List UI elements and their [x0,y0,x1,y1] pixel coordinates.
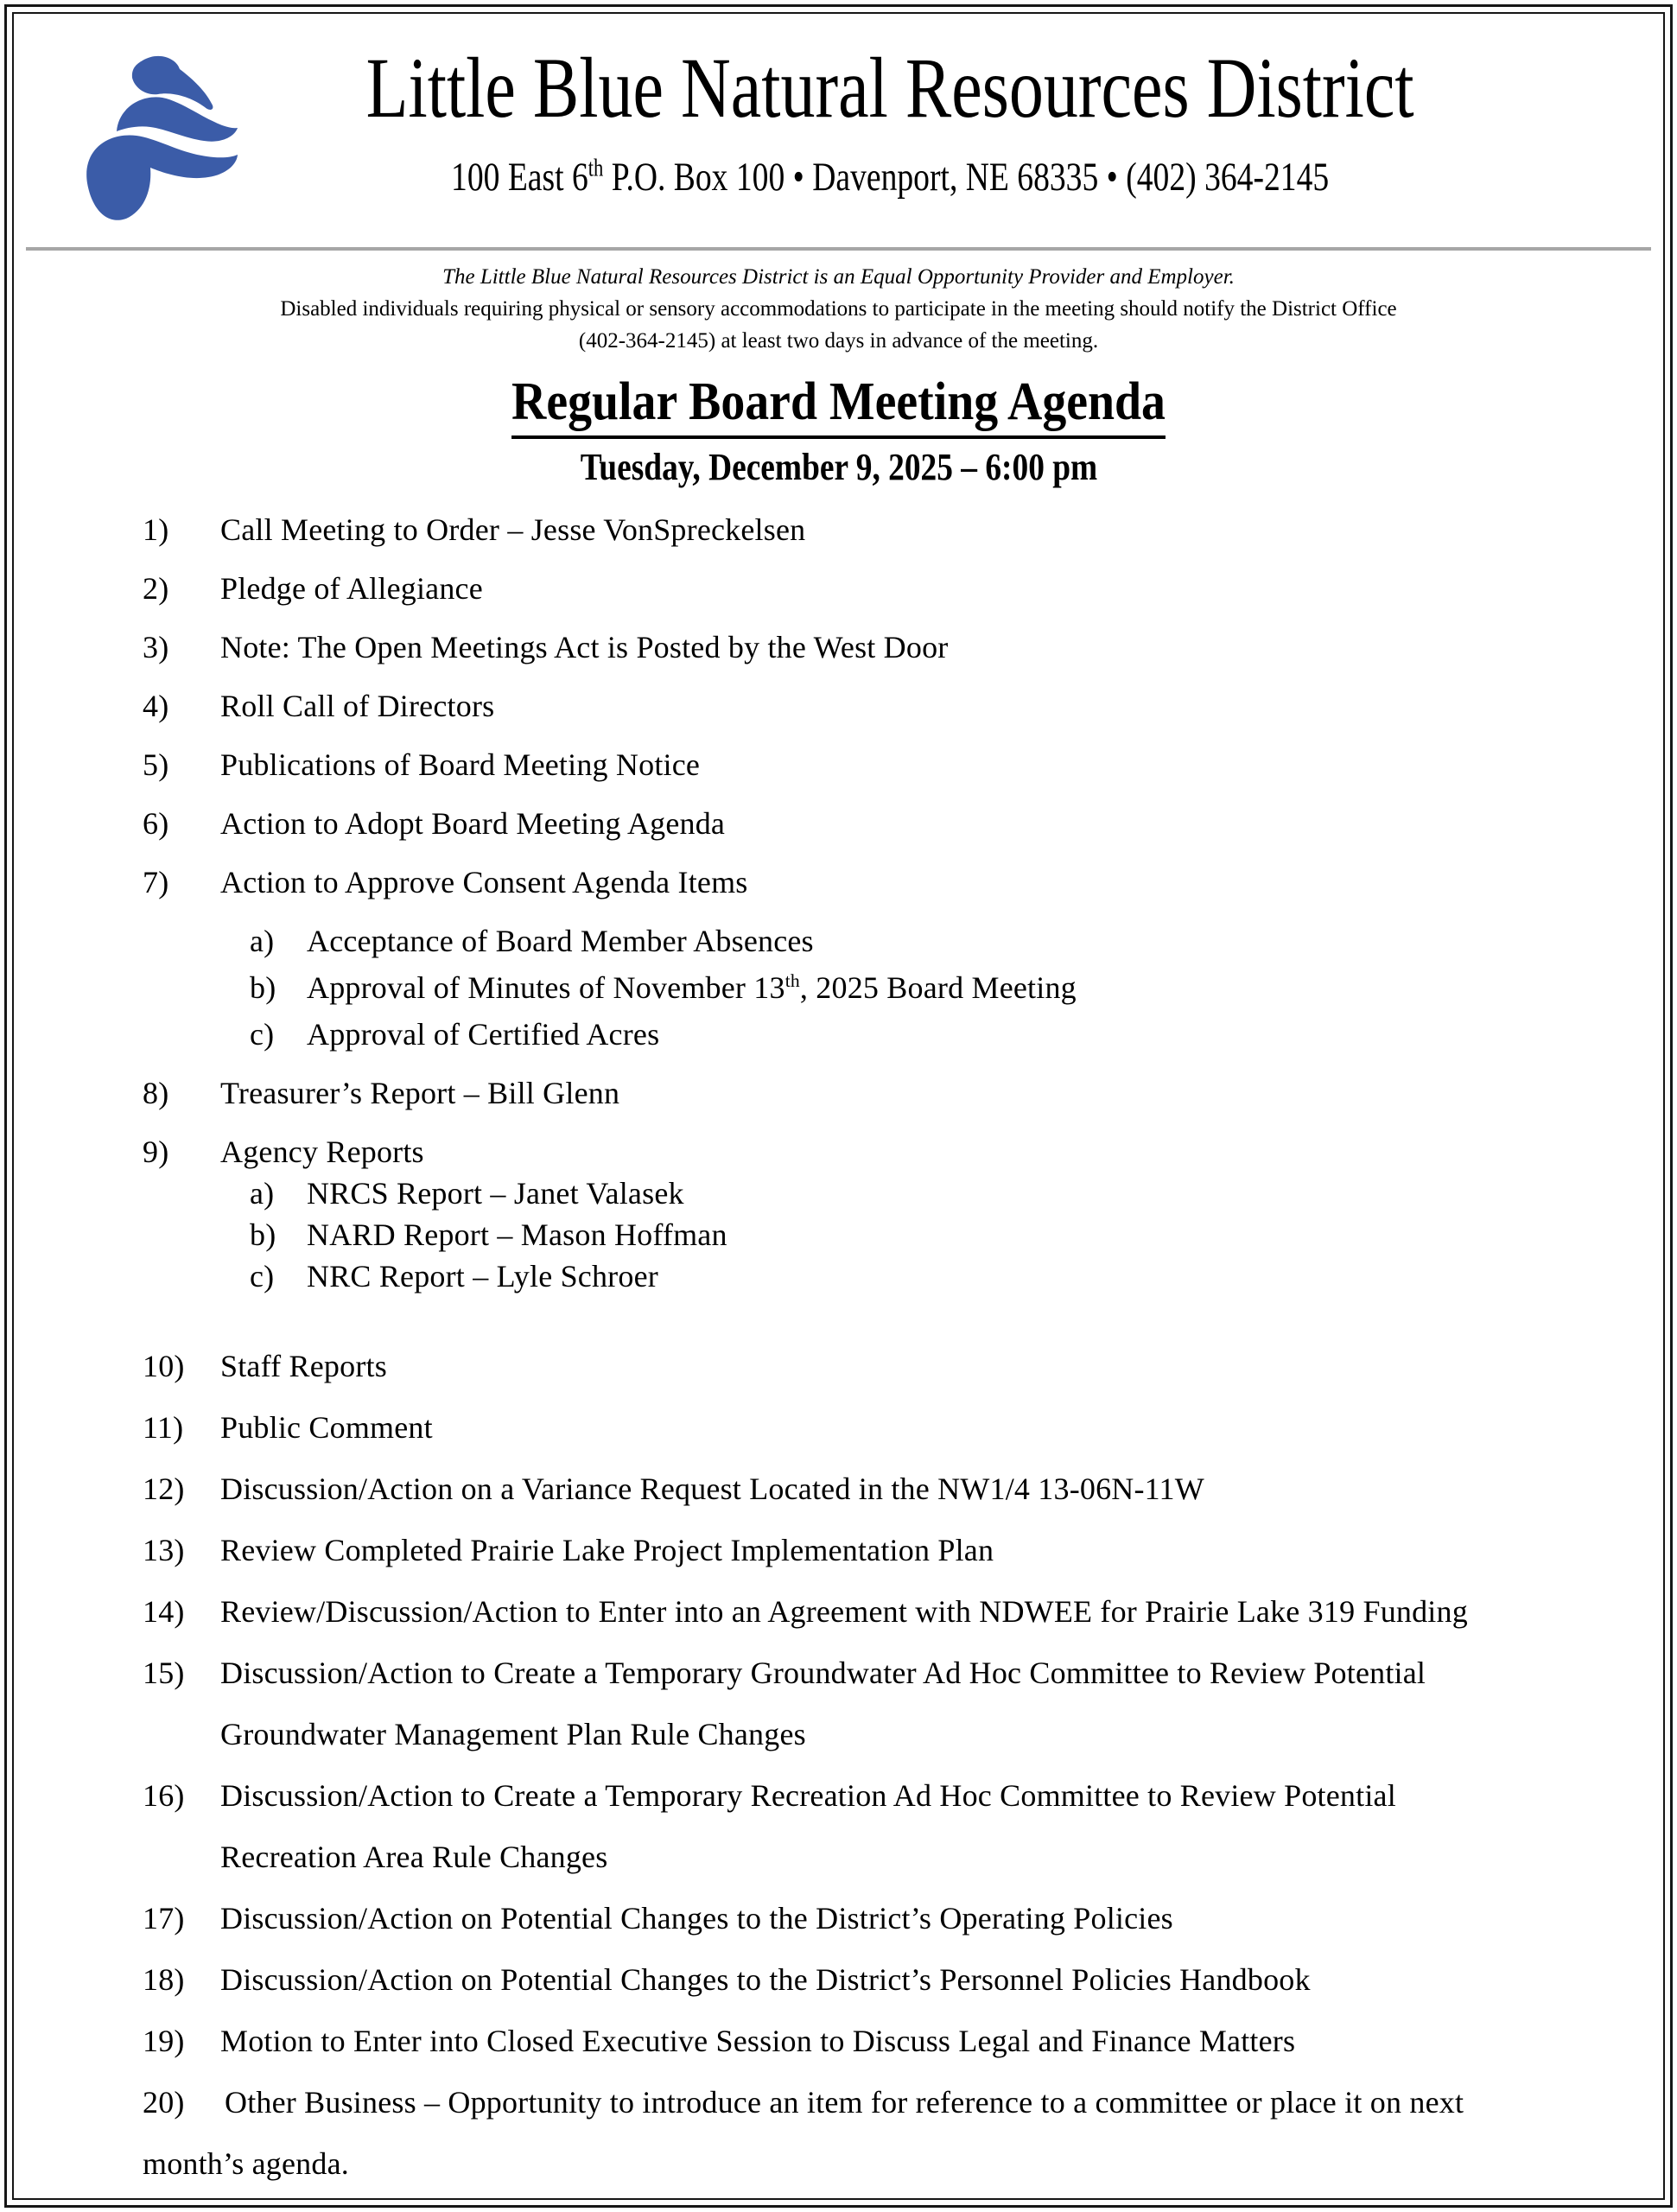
item-number: 11) [143,1410,184,1445]
agenda-item [0,687,1677,725]
address-superscript: th [588,155,604,182]
agenda-item-line: 4) Roll Call of Directors [143,689,495,723]
address-post: P.O. Box 100 • Davenport, NE 68335 • (402) 364-2145 [603,155,1330,200]
item-number: 7) [143,865,169,899]
agenda-title [0,371,1677,439]
eo-notice-line2: Disabled individuals requiring physical or sensory accommodations to participate in the meeting should notify the District Office [280,297,1397,321]
org-address-text [451,152,1329,202]
agenda-datetime [0,444,1677,491]
agenda-item [0,746,1677,784]
agenda-item [0,511,1677,549]
agenda-item [0,1074,1677,1112]
org-name-text: Little Blue Natural Resources District [365,40,1414,136]
agenda-item [0,804,1677,842]
agenda-item-line: 6) Action to Adopt Board Meeting Agenda [143,806,726,841]
agenda-item [0,2022,1677,2060]
agenda-subitem: b) Approval of Minutes of November 13th, 2025 Board Meeting [250,970,1077,1005]
superscript: th [785,970,800,991]
eo-notice-line3: (402-364-2145) at least two days in advance of the meeting. [578,329,1099,353]
agenda-item [0,1470,1677,1508]
subitem-letter: c) [250,1259,275,1294]
agenda-item [0,1961,1677,1999]
agenda-item-line: 3) Note: The Open Meetings Act is Posted by the West Door [143,630,949,664]
agenda-item-line: 19) Motion to Enter into Closed Executive Session to Discuss Legal and Finance Matters [143,2024,1296,2058]
eo-notice [0,251,1677,357]
agenda-item-line: 13) Review Completed Prairie Lake Project Implementation Plan [143,1533,994,1567]
agenda-subitem: b) NARD Report – Mason Hoffman [250,1217,727,1252]
item-number: 9) [143,1135,169,1169]
agenda-item [0,1408,1677,1446]
agenda-item [0,569,1677,607]
item-number: 6) [143,806,169,841]
agenda-item-line: 11) Public Comment [143,1410,433,1445]
agenda-item-line: 15) Discussion/Action to Create a Temporary Groundwater Ad Hoc Committee to Review Potential [143,1656,1426,1690]
agenda-header [0,357,1677,491]
agenda-subitem: c) Approval of Certified Acres [250,1017,660,1052]
agenda-datetime-text: Tuesday, December 9, 2025 – 6:00 pm [580,446,1097,488]
agenda-item-line: 12) Discussion/Action on a Variance Request Located in the NW1/4 13-06N-11W [143,1471,1204,1506]
agenda-item-line: month’s agenda. [143,2146,349,2181]
agenda-subitem: c) NRC Report – Lyle Schroer [250,1259,658,1294]
item-number: 17) [143,1901,185,1936]
subitem-letter: a) [250,1176,275,1211]
agenda-item-line: 1) Call Meeting to Order – Jesse VonSpreckelsen [143,512,806,547]
agenda-item-line: 5) Publications of Board Meeting Notice [143,747,701,782]
agenda-item-line: 9) Agency Reports [143,1135,424,1169]
agenda-item-line: 16) Discussion/Action to Create a Temporary Recreation Ad Hoc Committee to Review Potential [143,1778,1396,1813]
agenda-item-line: Recreation Area Rule Changes [220,1840,608,1874]
org-name [104,40,1677,136]
item-number: 5) [143,747,169,782]
agenda-item [0,863,1677,901]
agenda-item [0,1777,1677,1876]
agenda-list [0,491,1677,2183]
agenda-item [0,1133,1677,1171]
agenda-item [0,1654,1677,1753]
item-number: 4) [143,689,169,723]
eo-notice-line1: The Little Blue Natural Resources District is an Equal Opportunity Provider and Employer. [442,265,1235,289]
org-address [104,152,1677,202]
agenda-item-line: 7) Action to Approve Consent Agenda Items [143,865,748,899]
agenda-item-line: 2) Pledge of Allegiance [143,571,483,606]
agenda-item-line: Groundwater Management Plan Rule Changes [220,1717,806,1751]
agenda-item [0,2083,1677,2183]
item-number: 1) [143,512,169,547]
agenda-item [0,1347,1677,1385]
item-number: 16) [143,1778,185,1813]
agenda-item [0,1899,1677,1937]
item-number: 3) [143,630,169,664]
agenda-item-line: 10) Staff Reports [143,1349,387,1383]
item-number: 20) [143,2085,185,2120]
subitem-letter: a) [250,924,275,958]
agenda-item-line: 17) Discussion/Action on Potential Changes to the District’s Operating Policies [143,1901,1173,1936]
agenda-item-line: 18) Discussion/Action on Potential Changes to the District’s Personnel Policies Handbook [143,1962,1311,1997]
item-number: 19) [143,2024,185,2058]
agenda-item [0,1592,1677,1630]
item-number: 10) [143,1349,185,1383]
item-number: 12) [143,1471,185,1506]
district-wave-logo-icon [67,54,241,226]
subitem-letter: b) [250,970,276,1005]
address-pre: 100 East 6 [451,155,589,200]
item-number: 15) [143,1656,185,1690]
agenda-item [0,628,1677,666]
subitem-letter: b) [250,1217,276,1252]
agenda-title-text: Regular Board Meeting Agenda [511,371,1166,439]
item-number: 2) [143,571,169,606]
letterhead [104,0,1677,202]
item-number: 14) [143,1594,185,1629]
agenda-item-line: 14) Review/Discussion/Action to Enter into an Agreement with NDWEE for Prairie Lake 319 Funding [143,1594,1468,1629]
agenda-subitem: a) NRCS Report – Janet Valasek [250,1176,684,1211]
subitem-letter: c) [250,1017,275,1052]
item-number: 8) [143,1076,169,1110]
item-number: 18) [143,1962,185,1997]
agenda-item-line: 8) Treasurer’s Report – Bill Glenn [143,1076,620,1110]
agenda-item [0,1531,1677,1569]
agenda-item-line: 20) Other Business – Opportunity to introduce an item for reference to a committee or place it on next [143,2085,1464,2120]
item-number: 13) [143,1533,185,1567]
agenda-subitem: a) Acceptance of Board Member Absences [250,924,814,958]
